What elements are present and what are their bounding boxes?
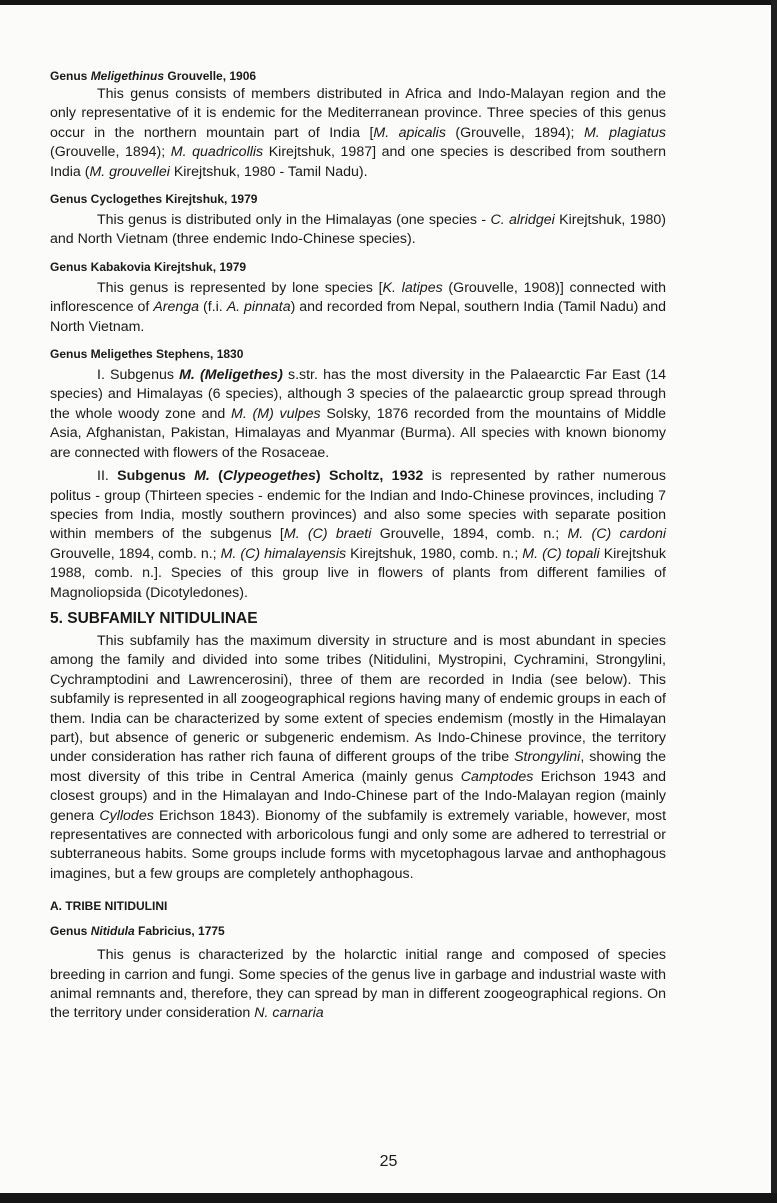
genus-cyclogethes-heading: Genus Cyclogethes Kirejtshuk, 1979 xyxy=(50,192,258,207)
paragraph: This genus is characterized by the holarctic initial range and composed of species breeding in carrion and fungi. Some species of the genus live in garbage and industrial waste with animal remnants and, therefore, they can spread by man in different zoogeographical regions. On the territory under consideration N. carnaria xyxy=(50,947,666,1022)
tribe-heading: A. TRIBE NITIDULINI xyxy=(50,899,168,914)
genus-kabakovia-heading: Genus Kabakovia Kirejtshuk, 1979 xyxy=(50,259,247,274)
section-heading: 5. SUBFAMILY NITIDULINAE xyxy=(50,609,258,627)
paragraph: This genus is distributed only in the Himalayas (one species - C. alridgei Kirejtshuk, 1980) and North Vietnam (three endemic Indo-Chinese species). xyxy=(50,212,667,248)
paragraph: This subfamily has the maximum diversity in structure and is most abundant in species among the family and divided into some tribes (Nitidulini, Mystropini, Cychramini, Strongylini, Cychramptodini and Lawrencerosini), three of them are recorded in India (see below). This subfamily is represented in all zoogeographical regions having many of endemic groups in each of them. India can be characterized by some extent of species endemism (mostly in the Himalayan part), but absence of generic or subgeneric endemism. As Indo-Chinese province, the territory under consideration has rather rich fauna of different groups of the tribe Strongylini, showing the most diversity of this tribe in Central America (mainly genus Camptodes Erichson 1943 and closest groups) and in the Himalayan and Indo-Chinese part of the Indo-Malayan region (mainly genera Cyllodes Erichson 1843). Bionomy of the subfamily is extremely variable, however, most representatives are connected with arboricolous fungi and only some are adhered to terrestrial or subterraneous habits. Some groups include forms with mycetophagous larvae and anthophagous imagines, but a few groups are completely anthophagous. xyxy=(50,632,667,882)
scan-top-edge xyxy=(0,0,777,5)
genus-nitidula-heading: Genus Nitidula Fabricius, 1775 xyxy=(50,924,225,939)
genus-meligethes-heading: Genus Meligethes Stephens, 1830 xyxy=(50,347,244,362)
paragraph: This genus is represented by lone species [K. latipes (Grouvelle, 1908)] connected with inflorescence of Arenga (f.i. A. pinnata) and recorded from Nepal, southern India (Tamil Nadu) and North Vietnam. xyxy=(50,279,667,335)
genus-meligethinus-heading: Genus Meligethinus Grouvelle, 1906 xyxy=(50,69,257,83)
scan-right-edge xyxy=(771,0,777,1203)
page-number: 25 xyxy=(379,1153,398,1170)
paragraph: I. Subgenus M. (Meligethes) s.str. has the most diversity in the Palaearctic Far East (14 species) and Himalayas (6 species), although 3 species of the palaearctic group spread through the whole woody zone and M. (M) vulpes Solsky, 1876 recorded from the mountains of Middle Asia, Afghanistan, Pakistan, Himalayas and Myanmar (Burma). All species with known bionomy are connected with flowers of the Rosaceae. xyxy=(50,367,667,461)
paragraph: This genus consists of members distributed in Africa and Indo-Malayan region and the only representative of it is endemic for the Mediterranean province. Three species of this genus occur in the northern mountain part of India [M. apicalis (Grouvelle, 1894); M. plagiatus (Grouvelle, 1894); M. quadricollis Kirejtshuk, 1987] and one species is described from southern India (M. grouvellei Kirejtshuk, 1980 - Tamil Nadu). xyxy=(50,86,666,180)
page-body xyxy=(50,68,666,1024)
paragraph: II. Subgenus M. (Clypeogethes) Scholtz, 1932 is represented by rather numerous politus - group (Thirteen species - endemic for the Indian and Indo-Chinese provinces, including 7 species from India, mostly southern provinces) and also some species with separate position within members of the subgenus [M. (C) braeti Grouvelle, 1894, comb. n.; M. (C) cardoni Grouvelle, 1894, comb. n.; M. (C) himalayensis Kirejtshuk, 1980, comb. n.; M. (C) topali Kirejtshuk 1988, comb. n.]. Species of this group live in flowers of plants from different families of Magnoliopsida (Dicotyledones). xyxy=(50,468,667,601)
scan-bottom-edge xyxy=(0,1193,777,1203)
